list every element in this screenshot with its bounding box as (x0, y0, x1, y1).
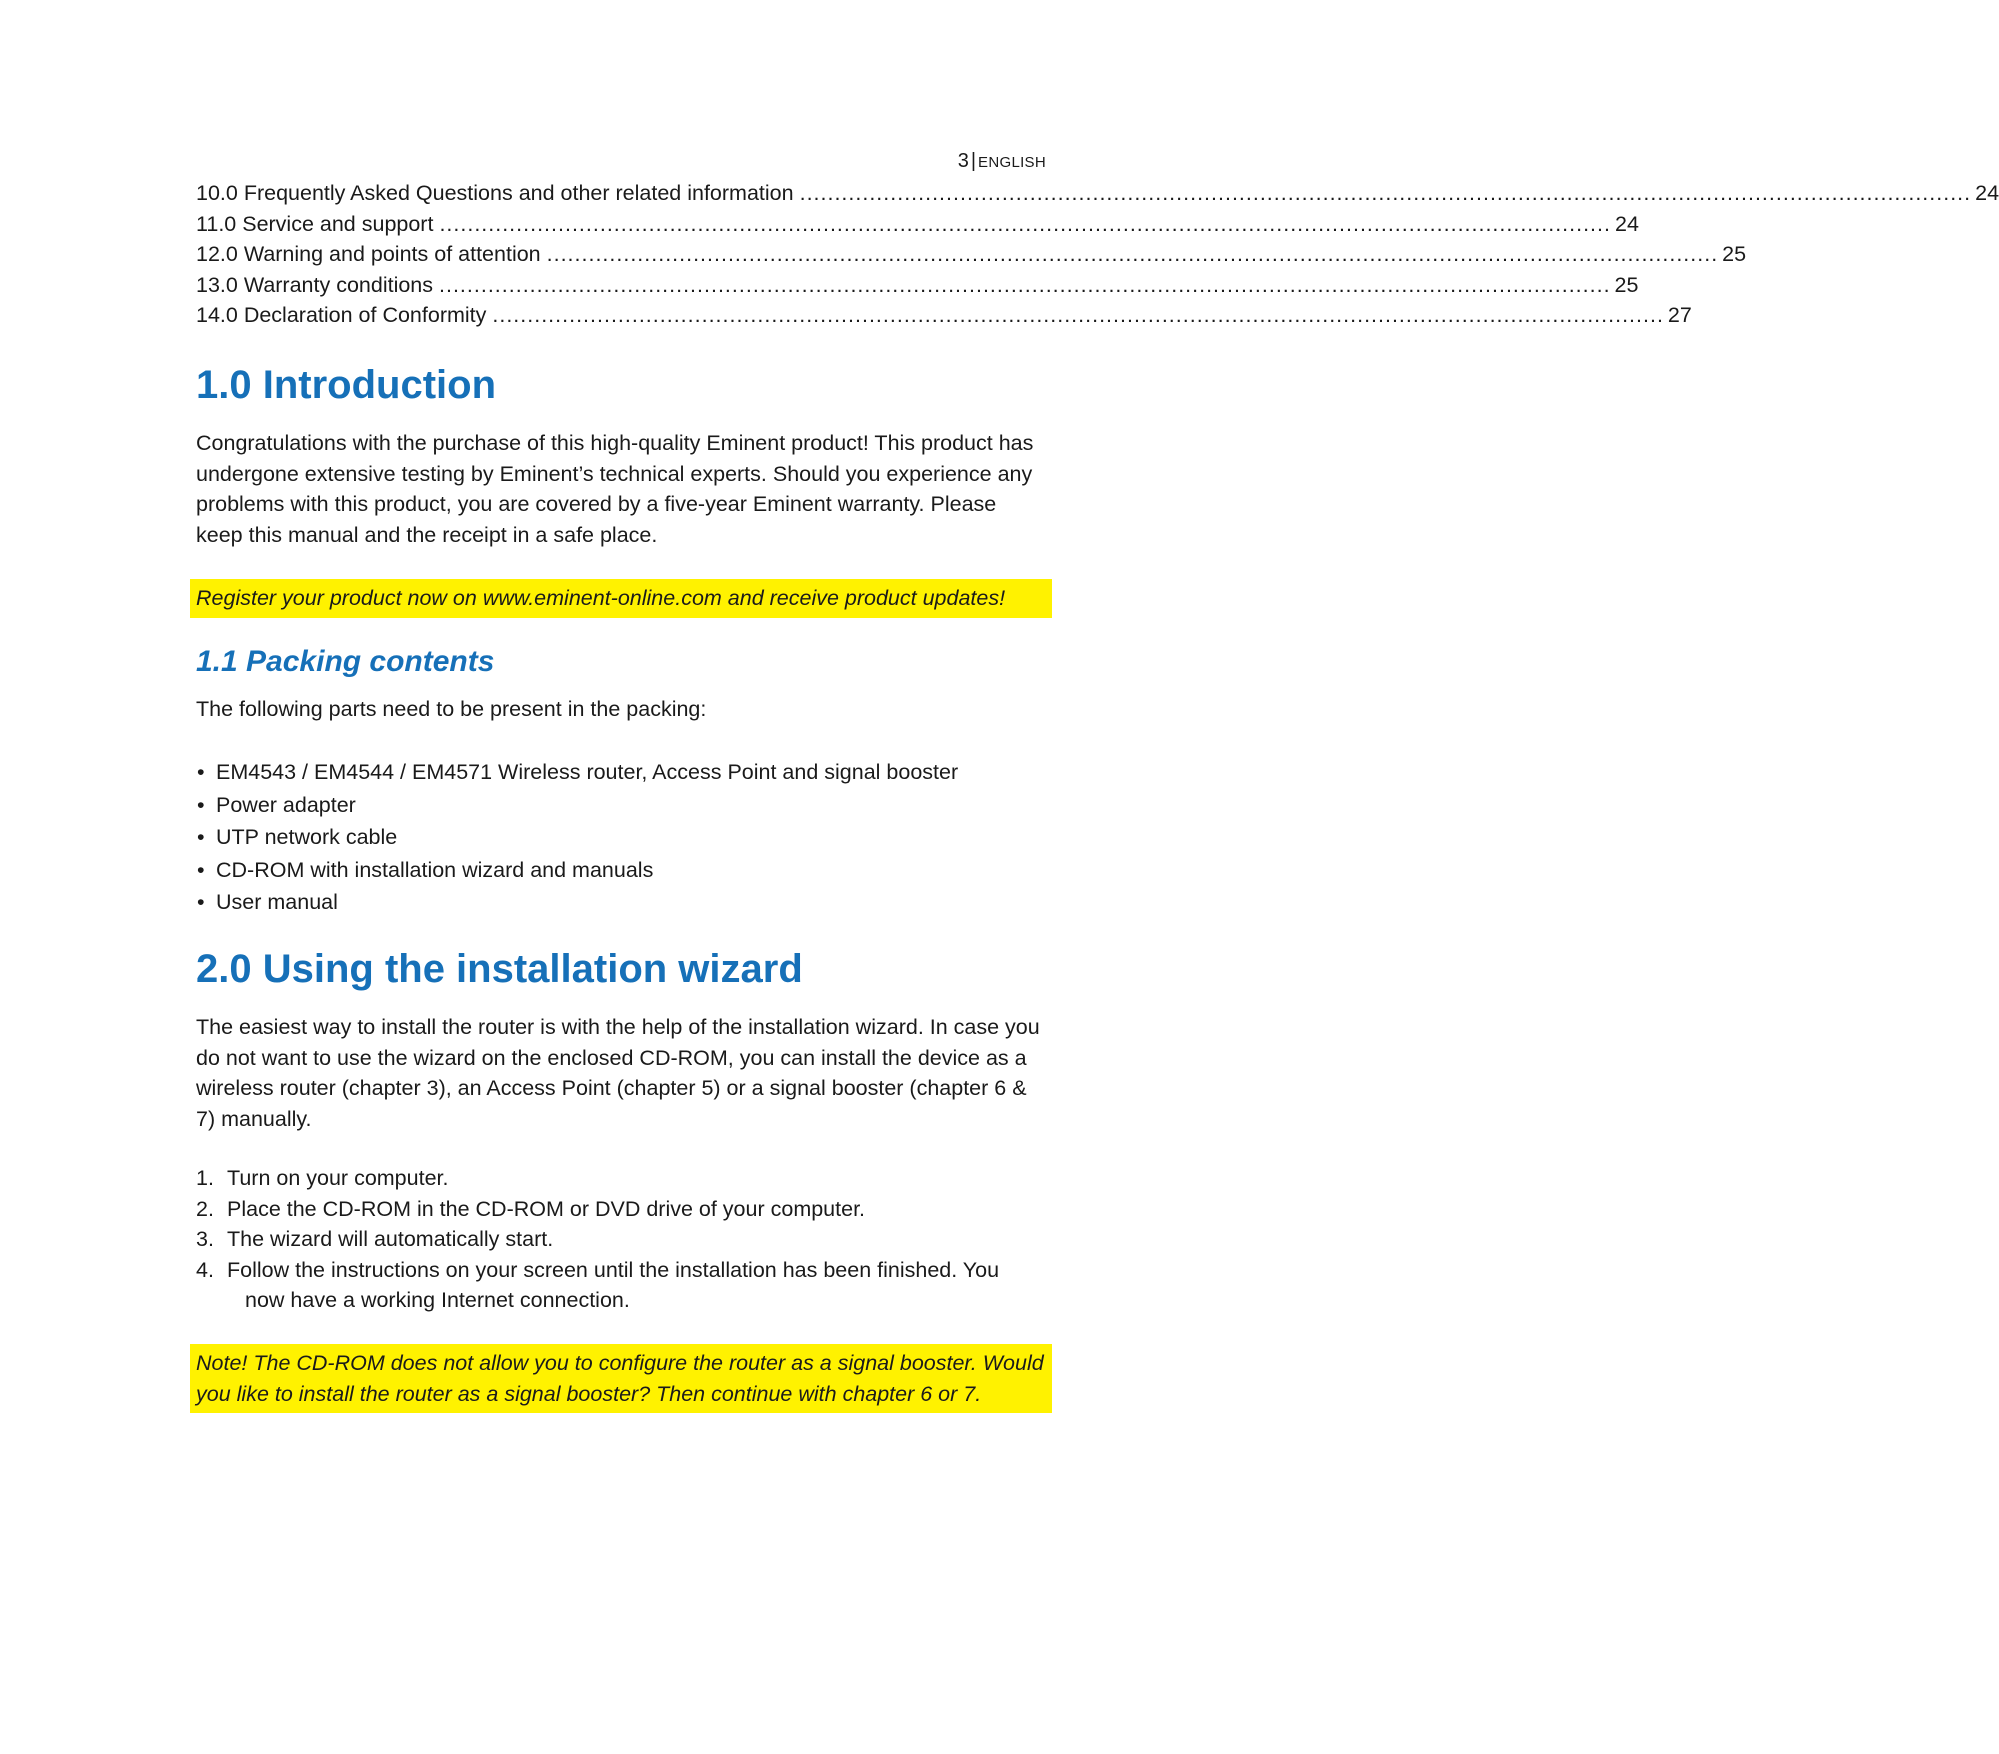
step-number: 2. (196, 1196, 214, 1221)
bullet-icon: • (197, 890, 205, 914)
packing-intro: The following parts need to be present in the packing: (196, 697, 707, 721)
toc-entry-title: 14.0 Declaration of Conformity (196, 303, 487, 327)
step-number: 3. (196, 1227, 214, 1251)
list-item-text: Power adapter (216, 792, 356, 817)
list-item (196, 854, 958, 887)
list-item (196, 821, 958, 854)
wizard-steps (196, 1163, 1046, 1316)
list-item (196, 886, 958, 919)
toc-leader-dots: ........................................................................................................................................................................ (439, 211, 1611, 236)
bullet-icon: • (197, 825, 205, 849)
toc-entry-title: 13.0 Warranty conditions (196, 272, 434, 297)
toc-entry-page: 24 (1614, 211, 1639, 236)
toc-entry-page: 27 (1667, 303, 1692, 327)
list-item (196, 789, 958, 822)
intro-heading: 1.0 Introduction (196, 363, 496, 407)
register-note-text: Register your product now on www.eminent-online.com and receive product updates! (196, 586, 1006, 610)
step-text-continued: now have a working Internet connection. (245, 1288, 630, 1312)
list-item-text: UTP network cable (216, 825, 398, 849)
toc-entry-page: 25 (1614, 272, 1639, 297)
toc-entry-page: 24 (1975, 181, 1999, 205)
page-number: 3 (957, 150, 969, 172)
table-of-contents (196, 178, 1999, 331)
list-item-text: User manual (216, 890, 338, 914)
toc-leader-dots: ........................................................................................................................................................................ (799, 181, 1972, 205)
packing-list (196, 756, 958, 919)
header-separator: | (970, 150, 977, 172)
register-note (190, 579, 1052, 618)
step-text: Turn on your computer. (227, 1166, 449, 1190)
list-item (196, 1163, 1046, 1194)
packing-heading: 1.1 Packing contents (196, 645, 495, 678)
toc-entry[interactable] (196, 209, 1639, 240)
toc-entry-title: 10.0 Frequently Asked Questions and other related information (196, 181, 794, 205)
wizard-paragraph: The easiest way to install the router is with the help of the installation wizard. In case you do not want to use the wizard on the enclosed CD-ROM, you can install the device as a wireless router (chapter 3), an Access Point (chapter 5) or a signal booster (chapter 6 & 7) manually. (196, 1015, 1040, 1131)
header-language: ENGLISH (978, 154, 1046, 171)
toc-entry[interactable] (196, 239, 1747, 270)
toc-entry[interactable] (196, 270, 1639, 301)
step-number: 1. (196, 1166, 214, 1190)
toc-entry-title: 11.0 Service and support (196, 211, 434, 236)
toc-entry[interactable] (196, 178, 1999, 209)
page-header (958, 150, 1046, 173)
step-number: 4. (196, 1257, 214, 1282)
step-text: Place the CD-ROM in the CD-ROM or DVD drive of your computer. (227, 1196, 866, 1221)
list-item (196, 1194, 1046, 1225)
bullet-icon: • (197, 857, 205, 882)
cdrom-note (190, 1344, 1052, 1413)
intro-paragraph: Congratulations with the purchase of this high-quality Eminent product! This product has undergone extensive testing by Eminent’s technical experts. Should you experience any problems with this product, you are covered by a five-year Eminent warranty. Please keep this manual and the receipt in a safe place. (196, 431, 1034, 547)
list-item (196, 1255, 1046, 1316)
bullet-icon: • (197, 792, 205, 817)
step-text: The wizard will automatically start. (227, 1227, 554, 1251)
step-text: Follow the instructions on your screen until the installation has been finished. You (227, 1257, 1000, 1282)
cdrom-note-text: Note! The CD-ROM does not allow you to configure the router as a signal booster. Would you like to install the router as a signal booster? Then continue with chapter 6 or 7. (196, 1351, 1044, 1406)
list-item (196, 756, 958, 789)
toc-entry-title: 12.0 Warning and points of attention (196, 242, 541, 266)
toc-leader-dots: ........................................................................................................................................................................ (492, 303, 1664, 327)
list-item (196, 1224, 1046, 1255)
list-item-text: CD-ROM with installation wizard and manuals (216, 857, 654, 882)
toc-leader-dots: ........................................................................................................................................................................ (439, 272, 1611, 297)
bullet-icon: • (197, 760, 205, 784)
list-item-text: EM4543 / EM4544 / EM4571 Wireless router, Access Point and signal booster (216, 760, 959, 784)
toc-leader-dots: ........................................................................................................................................................................ (546, 242, 1719, 266)
toc-entry[interactable] (196, 300, 1692, 331)
wizard-heading: 2.0 Using the installation wizard (196, 947, 803, 991)
toc-entry-page: 25 (1722, 242, 1747, 266)
